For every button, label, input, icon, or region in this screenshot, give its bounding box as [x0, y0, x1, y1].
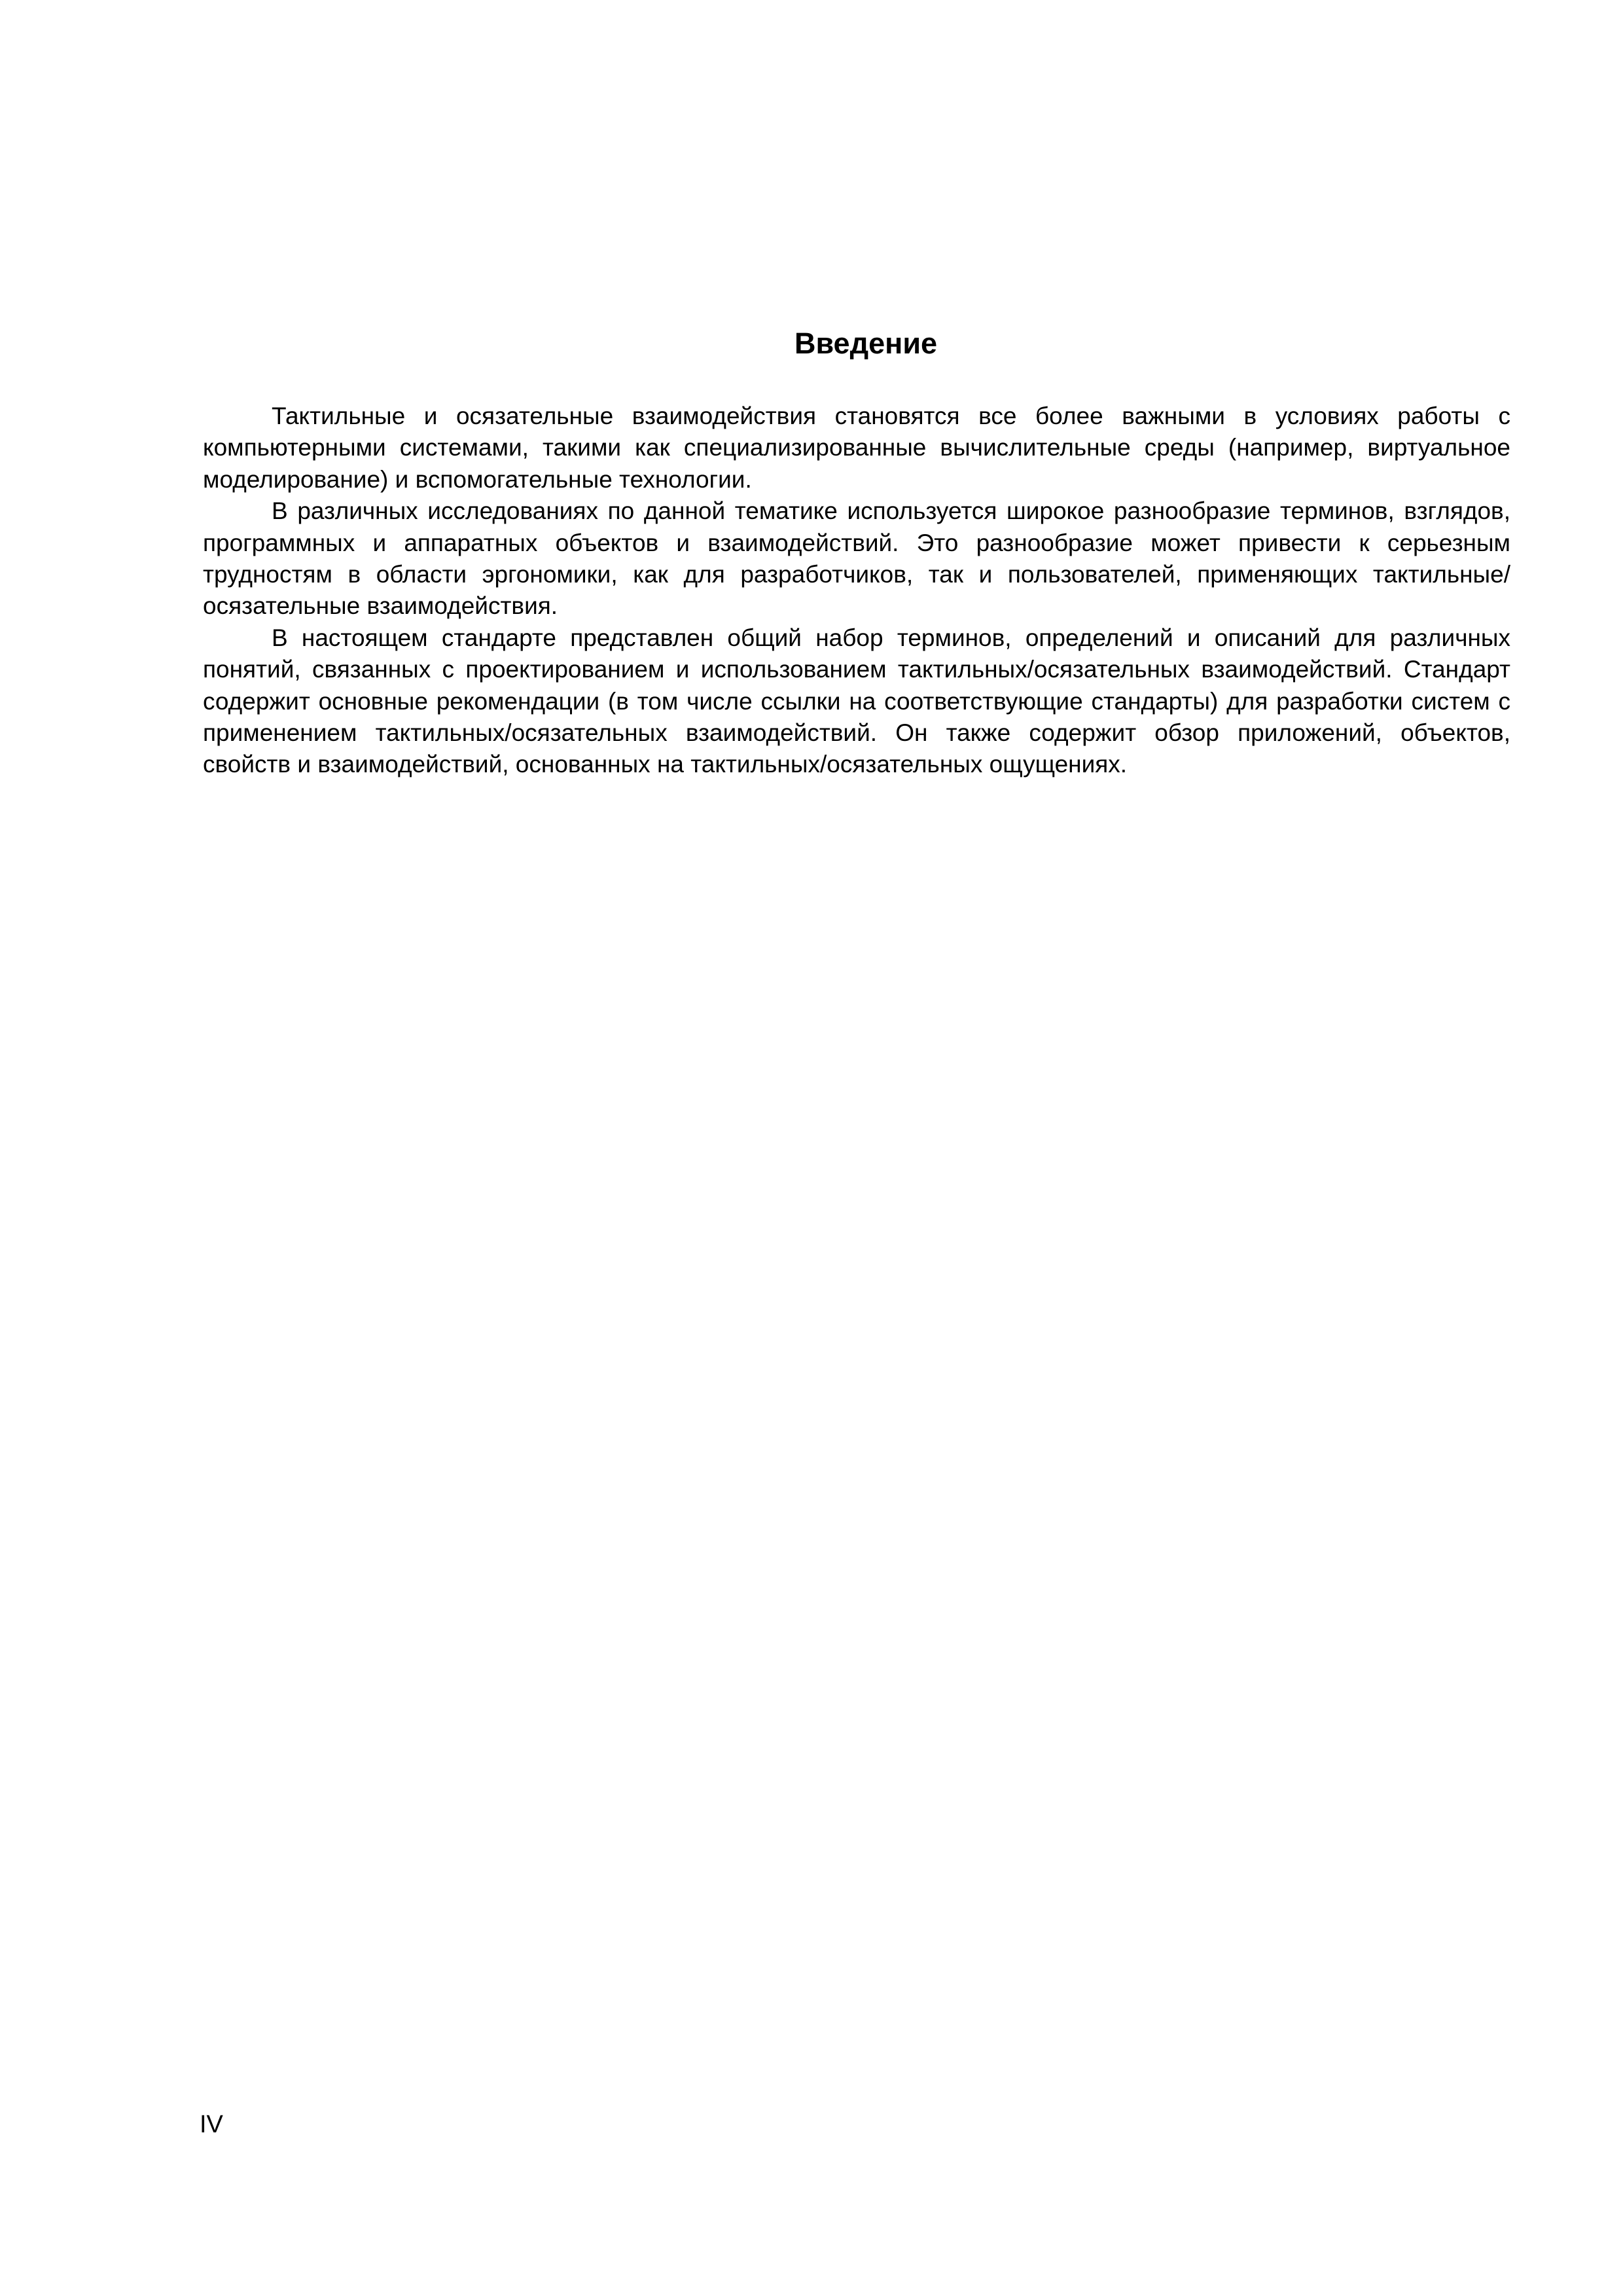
- paragraph-1: Тактильные и осязательные взаимодействия становятся все более важными в условиях работы с компьютерными системами, такими как специализированные вычислительные среды (например, виртуальное моделирование) и вспомогательные технологии.: [203, 403, 1510, 493]
- paragraph-2: В различных исследованиях по данной тематике используется широкое разнообразие терминов, взглядов, программных и аппаратных объектов и взаимодействий. Это разнообразие может привести к серьезным трудностям в области эргономики, как для разработчиков, так и пользователей, применяющих тактильные/осязательные взаимодействия.: [203, 497, 1510, 620]
- page-number: IV: [200, 2111, 223, 2138]
- section-title: Введение: [794, 327, 938, 360]
- page-content: [203, 324, 1510, 781]
- paragraph-3: В настоящем стандарте представлен общий набор терминов, определений и описаний для различных понятий, связанных с проектированием и использованием тактильных/осязательных взаимодействий. Стандарт содержит основные рекомендации (в том числе ссылки на соответствующие стандарты) для разработки систем с применением тактильных/осязательных взаимодействий. Он также содержит обзор приложений, объектов, свойств и взаимодействий, основанных на тактильных/осязательных ощущениях.: [203, 624, 1510, 778]
